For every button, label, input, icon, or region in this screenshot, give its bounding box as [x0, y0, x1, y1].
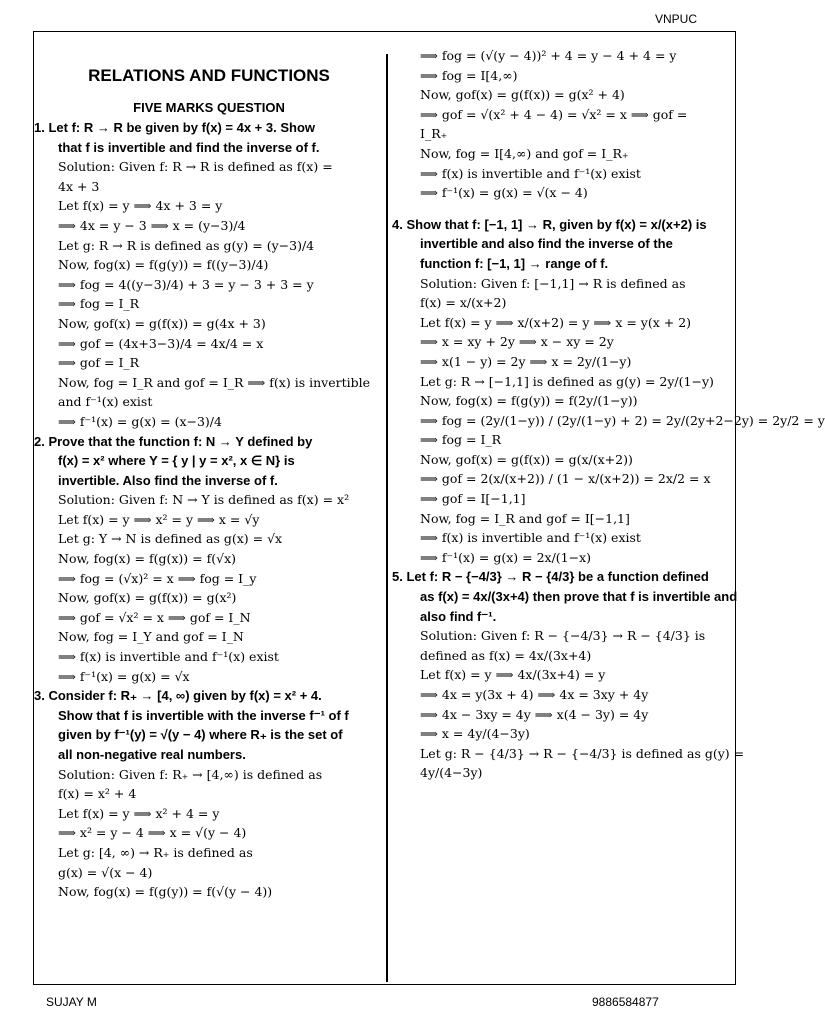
- solution-line: ⟹ f⁻¹(x) = g(x) = √x: [58, 668, 190, 684]
- question-line: given by f⁻¹(y) = √(y − 4) where R₊ is the set of: [58, 727, 343, 743]
- header-label: VNPUC: [655, 12, 698, 26]
- solution-line: Let f(x) = y ⟹ x² = y ⟹ x = √y: [58, 511, 260, 527]
- question-line: also find f⁻¹.: [420, 608, 497, 624]
- solution-line: Solution: Given f: R − {−4/3} → R − {4/3} is: [420, 628, 706, 644]
- solution-line: ⟹ fog = I_R: [58, 296, 140, 312]
- solution-line: Now, fog(x) = f(g(y)) = f((y−3)/4): [58, 257, 269, 273]
- question-line: invertible and also find the inverse of the: [420, 236, 673, 252]
- solution-line: ⟹ f(x) is invertible and f⁻¹(x) exist: [420, 165, 641, 181]
- solution-line: ⟹ fog = (√(y − 4))² + 4 = y − 4 + 4 = y: [420, 48, 677, 63]
- solution-line: ⟹ 4x = y − 3 ⟹ x = (y−3)/4: [58, 217, 246, 233]
- solution-line: ⟹ x = 4y/(4−3y): [420, 726, 530, 742]
- solution-line: Let g: [4, ∞) → R₊ is defined as: [58, 844, 253, 860]
- solution-line: Now, fog = I_R and gof = I[−1,1]: [420, 510, 630, 526]
- solution-line: f(x) = x² + 4: [58, 786, 137, 802]
- solution-line: ⟹ f(x) is invertible and f⁻¹(x) exist: [58, 649, 279, 665]
- solution-line: ⟹ fog = (√x)² = x ⟹ fog = I_y: [58, 570, 257, 586]
- solution-line: ⟹ 4x − 3xy = 4y ⟹ x(4 − 3y) = 4y: [420, 706, 649, 722]
- solution-line: ⟹ x(1 − y) = 2y ⟹ x = 2y/(1−y): [420, 353, 632, 369]
- solution-line: I_R₊: [420, 126, 448, 142]
- question-1: 1. Let f: R → R be given by f(x) = 4x + 3. Show: [34, 120, 316, 135]
- solution-line: Let g: R → R is defined as g(y) = (y−3)/4: [58, 237, 315, 253]
- question-3: 3. Consider f: R₊ → [4, ∞) given by f(x) = x² + 4.: [34, 688, 322, 704]
- solution-line: Solution: Given f: N → Y is defined as f(x) = x²: [58, 492, 350, 508]
- solution-line: Now, fog = I_Y and gof = I_N: [58, 629, 244, 645]
- solution-line: Now, gof(x) = g(f(x)) = g(x²): [58, 590, 237, 606]
- footer-phone: 9886584877: [592, 995, 659, 1009]
- solution-line: Solution: Given f: R → R is defined as f(x) =: [58, 159, 333, 175]
- column-divider: [386, 54, 388, 982]
- question-line: as f(x) = 4x/(3x+4) then prove that f is invertible and: [420, 589, 738, 605]
- document-title: RELATIONS AND FUNCTIONS: [88, 66, 330, 85]
- solution-line: ⟹ gof = 2(x/(x+2)) / (1 − x/(x+2)) = 2x/2 = x: [420, 471, 711, 487]
- solution-line: g(x) = √(x − 4): [58, 864, 153, 880]
- solution-line: ⟹ fog = I_R: [420, 432, 502, 448]
- solution-line: Now, gof(x) = g(f(x)) = g(4x + 3): [58, 315, 266, 331]
- solution-line: ⟹ gof = I_R: [58, 355, 140, 371]
- footer-author: SUJAY M: [46, 995, 97, 1009]
- solution-line: ⟹ 4x = y(3x + 4) ⟹ 4x = 3xy + 4y: [420, 687, 649, 702]
- solution-line: ⟹ gof = (4x+3−3)/4 = 4x/4 = x: [58, 335, 264, 351]
- question-2: 2. Prove that the function f: N → Y defined by: [34, 433, 313, 449]
- solution-line: Let g: R → [−1,1] is defined as g(y) = 2y/(1−y): [420, 373, 714, 389]
- solution-line: Now, gof(x) = g(f(x)) = g(x² + 4): [420, 87, 625, 103]
- solution-line: ⟹ f⁻¹(x) = g(x) = (x−3)/4: [58, 413, 222, 429]
- question-line: function f: [−1, 1] → range of f.: [420, 255, 609, 271]
- question-5: 5. Let f: R − {−4/3} → R − {4/3} be a function defined: [392, 569, 709, 585]
- question-4: 4. Show that f: [−1, 1] → R, given by f(x) = x/(x+2) is: [392, 216, 707, 232]
- solution-line: Now, gof(x) = g(f(x)) = g(x/(x+2)): [420, 451, 633, 467]
- solution-line: ⟹ f⁻¹(x) = g(x) = √(x − 4): [420, 185, 588, 201]
- solution-line: Solution: Given f: [−1,1] → R is defined as: [420, 275, 686, 291]
- section-subtitle: FIVE MARKS QUESTION: [133, 100, 285, 115]
- solution-line: defined as f(x) = 4x/(3x+4): [420, 647, 592, 663]
- solution-line: Let f(x) = y ⟹ x² + 4 = y: [58, 805, 220, 821]
- solution-line: ⟹ x² = y − 4 ⟹ x = √(y − 4): [58, 825, 247, 841]
- solution-line: Now, fog = I[4,∞) and gof = I_R₊: [420, 145, 629, 161]
- solution-line: Now, fog(x) = f(g(y)) = f(√(y − 4)): [58, 884, 273, 900]
- solution-line: 4y/(4−3y): [420, 765, 483, 781]
- right-column: [392, 46, 825, 783]
- solution-line: ⟹ fog = 4((y−3)/4) + 3 = y − 3 + 3 = y: [58, 276, 314, 292]
- solution-line: ⟹ fog = I[4,∞): [420, 67, 518, 83]
- spacer: [392, 203, 724, 215]
- solution-line: and f⁻¹(x) exist: [58, 394, 153, 410]
- solution-line: Let f(x) = y ⟹ 4x/(3x+4) = y: [420, 667, 606, 683]
- solution-line: Now, fog = I_R and gof = I_R ⟹ f(x) is invertible: [58, 374, 370, 390]
- solution-line: ⟹ gof = √x² = x ⟹ gof = I_N: [58, 609, 251, 625]
- solution-line: ⟹ gof = √(x² + 4 − 4) = √x² = x ⟹ gof =: [420, 106, 688, 122]
- solution-line: ⟹ fog = (2y/(1−y)) / (2y/(1−y) + 2) = 2y/(2y+2−2y) = 2y/2 = y: [420, 412, 825, 428]
- solution-line: ⟹ x = xy + 2y ⟹ x − xy = 2y: [420, 334, 614, 350]
- solution-line: Let f(x) = y ⟹ x/(x+2) = y ⟹ x = y(x + 2): [420, 314, 692, 330]
- solution-line: Let f(x) = y ⟹ 4x + 3 = y: [58, 198, 223, 214]
- solution-line: ⟹ f(x) is invertible and f⁻¹(x) exist: [420, 530, 641, 546]
- solution-line: Let g: Y → N is defined as g(x) = √x: [58, 531, 283, 547]
- solution-line: Let g: R − {4/3} → R − {−4/3} is defined as g(y) =: [420, 745, 745, 761]
- question-line: that f is invertible and find the inverse of f.: [58, 139, 320, 155]
- left-column: [34, 62, 384, 902]
- solution-line: Now, fog(x) = f(g(x)) = f(√x): [58, 551, 237, 567]
- question-line: invertible. Also find the inverse of f.: [58, 472, 278, 488]
- solution-line: f(x) = x/(x+2): [420, 295, 507, 311]
- solution-line: ⟹ gof = I[−1,1]: [420, 491, 526, 507]
- question-line: f(x) = x² where Y = { y | y = x², x ∈ N} is: [58, 453, 295, 469]
- question-line: Show that f is invertible with the inverse f⁻¹ of f: [58, 707, 349, 723]
- solution-line: 4x + 3: [58, 178, 100, 194]
- solution-line: Solution: Given f: R₊ → [4,∞) is defined as: [58, 766, 323, 782]
- question-line: all non-negative real numbers.: [58, 747, 246, 762]
- solution-line: ⟹ f⁻¹(x) = g(x) = 2x/(1−x): [420, 549, 592, 565]
- solution-line: Now, fog(x) = f(g(y)) = f(2y/(1−y)): [420, 393, 638, 409]
